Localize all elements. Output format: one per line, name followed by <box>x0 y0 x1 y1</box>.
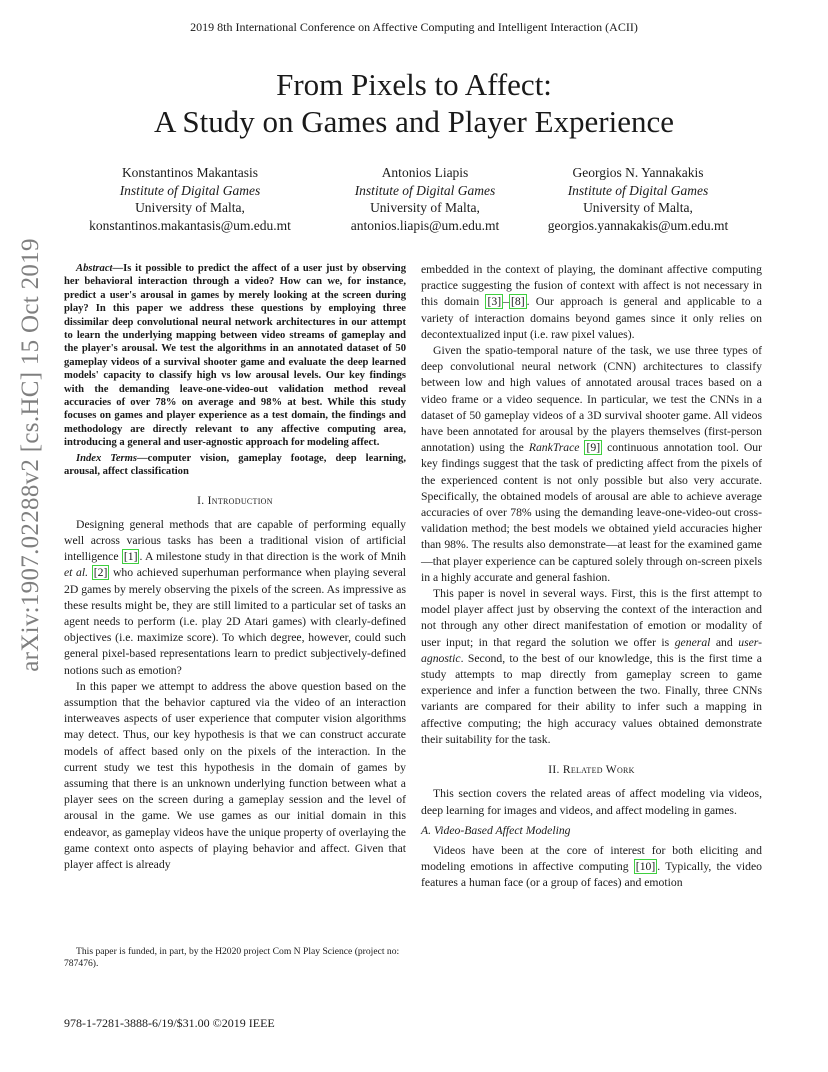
left-column <box>64 262 406 873</box>
text-run-italic: RankTrace <box>528 441 580 455</box>
text-run: . A milestone study in that direction is the work of Mnih <box>139 550 406 564</box>
author-2 <box>325 164 525 234</box>
index-terms <box>64 452 406 479</box>
intro-paragraph-2: In this paper we attempt to address the above question based on the assumption that the behavior captured via the video of an interaction interweaves aspects of user experience that computer vision algorithms may detect. Thus, our key hypothesis is that we can construct accurate models of affect based only on the pixels of the interaction. In the current study we test this hypothesis in the domain of games by assuming that there is an unknown underlying function between what a player sees on the screen during a gameplay session and the level of arousal in the game. We use games as our initial domain in this endeavor, as gameplay videos have the unique property of overlaying the game context onto aspects of playing behavior and affect. Given that player affect is already <box>64 679 406 871</box>
text-run: This paper is novel in several ways. First, this is the first attempt to model player affect just by observing the context of the interaction and not through any other direct manifestation of emotion or modality of user input; in that regard the solution we offer is <box>421 587 762 649</box>
citation-link[interactable]: [8] <box>510 295 525 309</box>
index-terms-body: —computer vision, gameplay footage, deep learning, arousal, affect classification <box>64 452 406 478</box>
citation-link[interactable]: [9] <box>586 441 601 455</box>
author-email[interactable]: georgios.yannakakis@um.edu.mt <box>547 217 729 233</box>
right-paragraph-2 <box>421 586 762 748</box>
text-run: Given the spatio-temporal nature of the task, we use three types of deep convolutional neural network (CNN) architectures to classify between low and high values of annotated arousal traces based on a video frame or a video sequence. In particular, we test the CNNs in a dataset of 50 gameplay videos of a 3D survival shooter game. All videos have been annotated for arousal by the players themselves (first-person annotation) using the <box>421 344 762 455</box>
abstract-lead: Abstract <box>76 263 113 274</box>
right-paragraph-1 <box>421 343 762 586</box>
author-university: University of Malta, <box>370 200 480 215</box>
arxiv-stamp-wrapper <box>16 238 46 672</box>
text-run-italic: et al. <box>64 566 89 580</box>
abstract-body: —Is it possible to predict the affect of a user just by observing her behavioral interaction through a video? How can we, for instance, predict a user's arousal in games by merely looking at the screen during play? In this paper we address these questions by employing three dissimilar deep convolutional neural network architectures in our attempt to learn the underlying mapping between video streams of gameplay and the player's arousal. We test the algorithms in an annotated dataset of 50 gameplay videos of a survival shooter game and evaluate the deep learned models' capacity to classify high vs low arousal levels. Our key findings with the demanding leave-one-video-out validation method reveal accuracies of over 78% on average and 98% at best. While this study focuses on games and player experience as a test domain, the findings and methodology are directly relevant to any affective computing area, introducing a general and user-agnostic approach for modeling affect. <box>64 263 406 449</box>
citation-link[interactable]: [2] <box>93 566 108 580</box>
author-3 <box>528 164 748 234</box>
author-institute: Institute of Digital Games <box>567 182 709 198</box>
citation-link[interactable]: [3] <box>487 295 502 309</box>
text-run-italic: general <box>674 635 711 649</box>
index-terms-lead: Index Terms <box>76 452 138 464</box>
right-column <box>421 262 762 892</box>
author-institute: Institute of Digital Games <box>119 182 261 198</box>
text-run: – <box>503 295 509 309</box>
author-name: Georgios N. Yannakakis <box>572 165 704 180</box>
author-email[interactable]: antonios.liapis@um.edu.mt <box>350 217 500 233</box>
author-university: University of Malta, <box>583 200 693 215</box>
citation-link[interactable]: [1] <box>123 550 138 564</box>
title-line-1: From Pixels to Affect: <box>276 67 552 102</box>
title-line-2: A Study on Games and Player Experience <box>154 104 674 139</box>
video-paragraph-1 <box>421 843 762 892</box>
author-university: University of Malta, <box>135 200 245 215</box>
section-heading-introduction: I. Introduction <box>197 494 273 507</box>
text-run: Designing general methods that are capable of performing equally well across various tasks has been a traditional vision of artificial intelligence <box>64 517 406 564</box>
arxiv-stamp: arXiv:1907.02288v2 [cs.HC] 15 Oct 2019 <box>17 238 44 672</box>
text-run: Videos have been at the core of interest for both eliciting and modeling emotions in affective computing <box>421 843 762 874</box>
author-name: Konstantinos Makantasis <box>121 165 259 180</box>
abstract <box>64 262 406 450</box>
right-paragraph-0 <box>421 262 762 343</box>
paper-title <box>0 66 828 140</box>
intro-paragraph-1 <box>64 517 406 679</box>
section-heading-related-work: II. Related Work <box>548 764 635 777</box>
author-institute: Institute of Digital Games <box>354 182 496 198</box>
text-run: . Typically, the video features a human face (or a group of faces) and emotion <box>421 860 762 890</box>
subsection-heading-video-affect: A. Video-Based Affect Modeling <box>421 823 571 837</box>
text-run: continuous annotation tool. Our key findings suggest that the task of predicting affect from the pixels of the experienced content is not only possible but also very accurate. Specifically, the obtained models of arousal are able to achieve average accuracies of over 78% using the demanding leave-one-video-out cross-validation method; the best models we obtained yield accuracies higher than 98%. The results also demonstrate—at least for the examined game—that player experience can be captured solely through on-screen pixels in a highly accurate and general fashion. <box>421 441 762 584</box>
citation-link[interactable]: [10] <box>635 860 656 874</box>
text-run-italic: user-agnostic <box>421 635 763 665</box>
author-name: Antonios Liapis <box>381 165 469 180</box>
author-email[interactable]: konstantinos.makantasis@um.edu.mt <box>89 217 291 233</box>
author-1 <box>60 164 320 234</box>
funding-footnote: This paper is funded, in part, by the H2020 project Com N Play Science (project no: 787476). <box>64 946 400 969</box>
related-paragraph-1: This section covers the related areas of affect modeling via videos, deep learning for images and videos, and affect modeling in games. <box>421 787 762 817</box>
isbn-copyright: 978-1-7281-3888-6/19/$31.00 ©2019 IEEE <box>64 1016 275 1030</box>
text-run: and <box>710 635 739 649</box>
conference-header: 2019 8th International Conference on Affective Computing and Intelligent Interaction (ACII) <box>190 20 638 34</box>
text-run: . Our approach is general and applicable to a variety of interaction domains beyond games since it only relies on decontextualized input (i.e. raw pixel values). <box>421 295 762 341</box>
text-run: embedded in the context of playing, the dominant affective computing practice suggesting the fusion of context with affect is not necessary in this domain <box>421 263 762 309</box>
text-run: . Second, to the best of our knowledge, this is the first time a study attempts to map directly from gameplay screen to game experience and infer a function between the two. Finally, three CNNs variants are compared for their ability to infer such a mapping in affective computing; the high accuracy values obtained demonstrate their suitability for the task. <box>421 651 762 746</box>
text-run: who achieved superhuman performance when playing several 2D games by merely observing the pixels of the screen. As impressive as these results might be, they are still limited to a particular set of tasks an agent needs to perform (i.e. play 2D Atari games) with clearly-defined objectives (i.e. maximize score). To which degree, however, could such general pixel-based representations learn to predict subjectively-defined notions such as emotion? <box>64 566 407 677</box>
